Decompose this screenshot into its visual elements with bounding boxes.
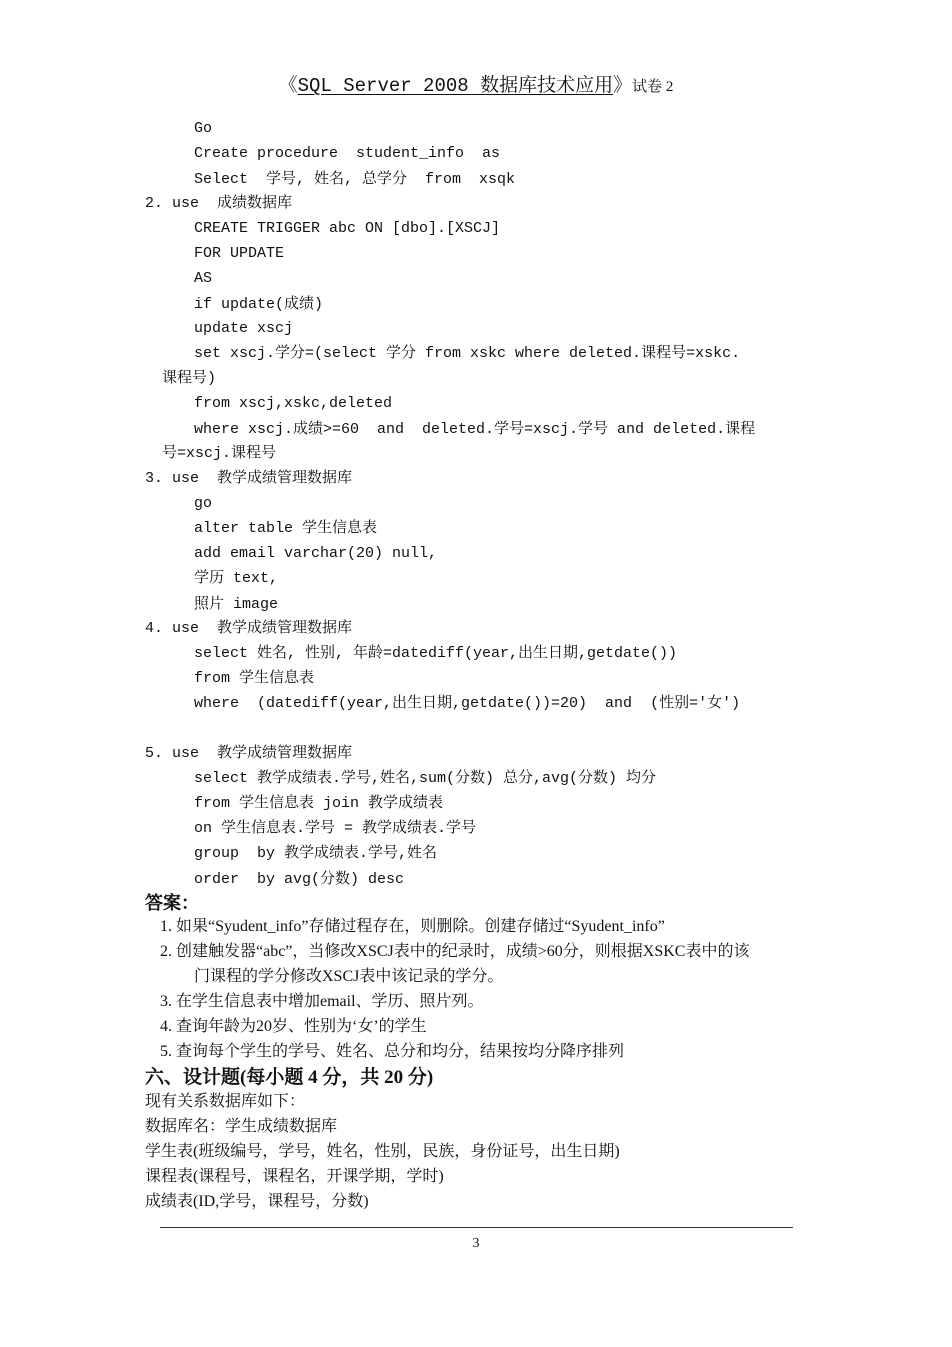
question-item-heading: 4. use 教学成绩管理数据库: [145, 620, 353, 637]
page-header: [0, 70, 952, 97]
code-line: AS: [194, 270, 213, 287]
code-line: FOR UPDATE: [194, 245, 285, 262]
question-item-heading: 5. use 教学成绩管理数据库: [145, 745, 353, 762]
section-line: 数据库名：学生成绩数据库: [145, 1118, 338, 1135]
code-line: from 学生信息表 join 教学成绩表: [194, 795, 444, 812]
code-line: 号=xscj.课程号: [162, 445, 277, 462]
section-line: 成绩表(ID,学号，课程号，分数): [145, 1193, 369, 1210]
code-line: on 学生信息表.学号 = 教学成绩表.学号: [194, 820, 477, 837]
code-line: order by avg(分数) desc: [194, 871, 405, 888]
answer-item-continuation: 门课程的学分修改XSCJ表中该记录的学分。: [194, 968, 504, 985]
answer-item: 2. 创建触发器“abc”，当修改XSCJ表中的纪录时，成绩>60分，则根据XSKC表中的该: [160, 943, 750, 960]
answer-item: 5. 查询每个学生的学号、姓名、总分和均分，结果按均分降序排列: [160, 1043, 625, 1060]
footer-divider: [160, 1227, 793, 1228]
answer-item: 4. 查询年龄为20岁、性别为‘女’的学生: [160, 1018, 427, 1035]
code-line: go: [194, 495, 213, 512]
code-line: select 教学成绩表.学号,姓名,sum(分数) 总分,avg(分数) 均分: [194, 770, 657, 787]
code-line: add email varchar(20) null,: [194, 545, 438, 562]
section-line: 学生表(班级编号，学号，姓名，性别，民族，身份证号，出生日期): [145, 1143, 620, 1160]
code-line: where xscj.成绩>=60 and deleted.学号=xscj.学号 and deleted.课程: [194, 421, 756, 438]
code-line: Go: [194, 120, 213, 137]
header-close-bracket: 》: [613, 75, 633, 96]
code-line: from 学生信息表: [194, 670, 315, 687]
section-line: 课程表(课程号，课程名，开课学期，学时): [145, 1168, 444, 1185]
answer-item: 3. 在学生信息表中增加email、学历、照片列。: [160, 993, 484, 1010]
section-line: 现有关系数据库如下：: [145, 1093, 306, 1110]
code-line: 学历 text,: [194, 570, 279, 587]
code-line: alter table 学生信息表: [194, 520, 378, 537]
exam-label: 试卷 2: [632, 79, 674, 95]
code-line: group by 教学成绩表.学号,姓名: [194, 845, 438, 862]
code-line: CREATE TRIGGER abc ON [dbo].[XSCJ]: [194, 220, 501, 237]
code-line: if update(成绩): [194, 296, 324, 313]
document-title: SQL Server 2008 数据库技术应用: [297, 75, 614, 97]
code-line: Select 学号, 姓名, 总学分 from xsqk: [194, 171, 516, 188]
page-number: 3: [472, 1236, 480, 1251]
header-open-bracket: 《: [278, 75, 298, 96]
code-line: select 姓名, 性别, 年龄=datediff(year,出生日期,getdate()): [194, 645, 678, 662]
question-item-heading: 2. use 成绩数据库: [145, 195, 293, 212]
code-line: update xscj: [194, 320, 294, 337]
answer-item: 1. 如果“Syudent_info”存储过程存在，则删除。创建存储过“Syudent_info”: [160, 918, 665, 935]
code-line: 照片 image: [194, 596, 279, 613]
question-item-heading: 3. use 教学成绩管理数据库: [145, 470, 353, 487]
code-line: set xscj.学分=(select 学分 from xskc where deleted.课程号=xskc.: [194, 345, 741, 362]
answer-heading: 答案：: [145, 893, 199, 913]
code-line: where (datediff(year,出生日期,getdate())=20) and (性别='女'): [194, 695, 741, 712]
code-line: 课程号): [162, 370, 217, 387]
code-line: from xscj,xskc,deleted: [194, 395, 393, 412]
code-line: Create procedure student_info as: [194, 145, 501, 162]
section-heading: 六、设计题(每小题 4 分，共 20 分): [145, 1067, 434, 1088]
